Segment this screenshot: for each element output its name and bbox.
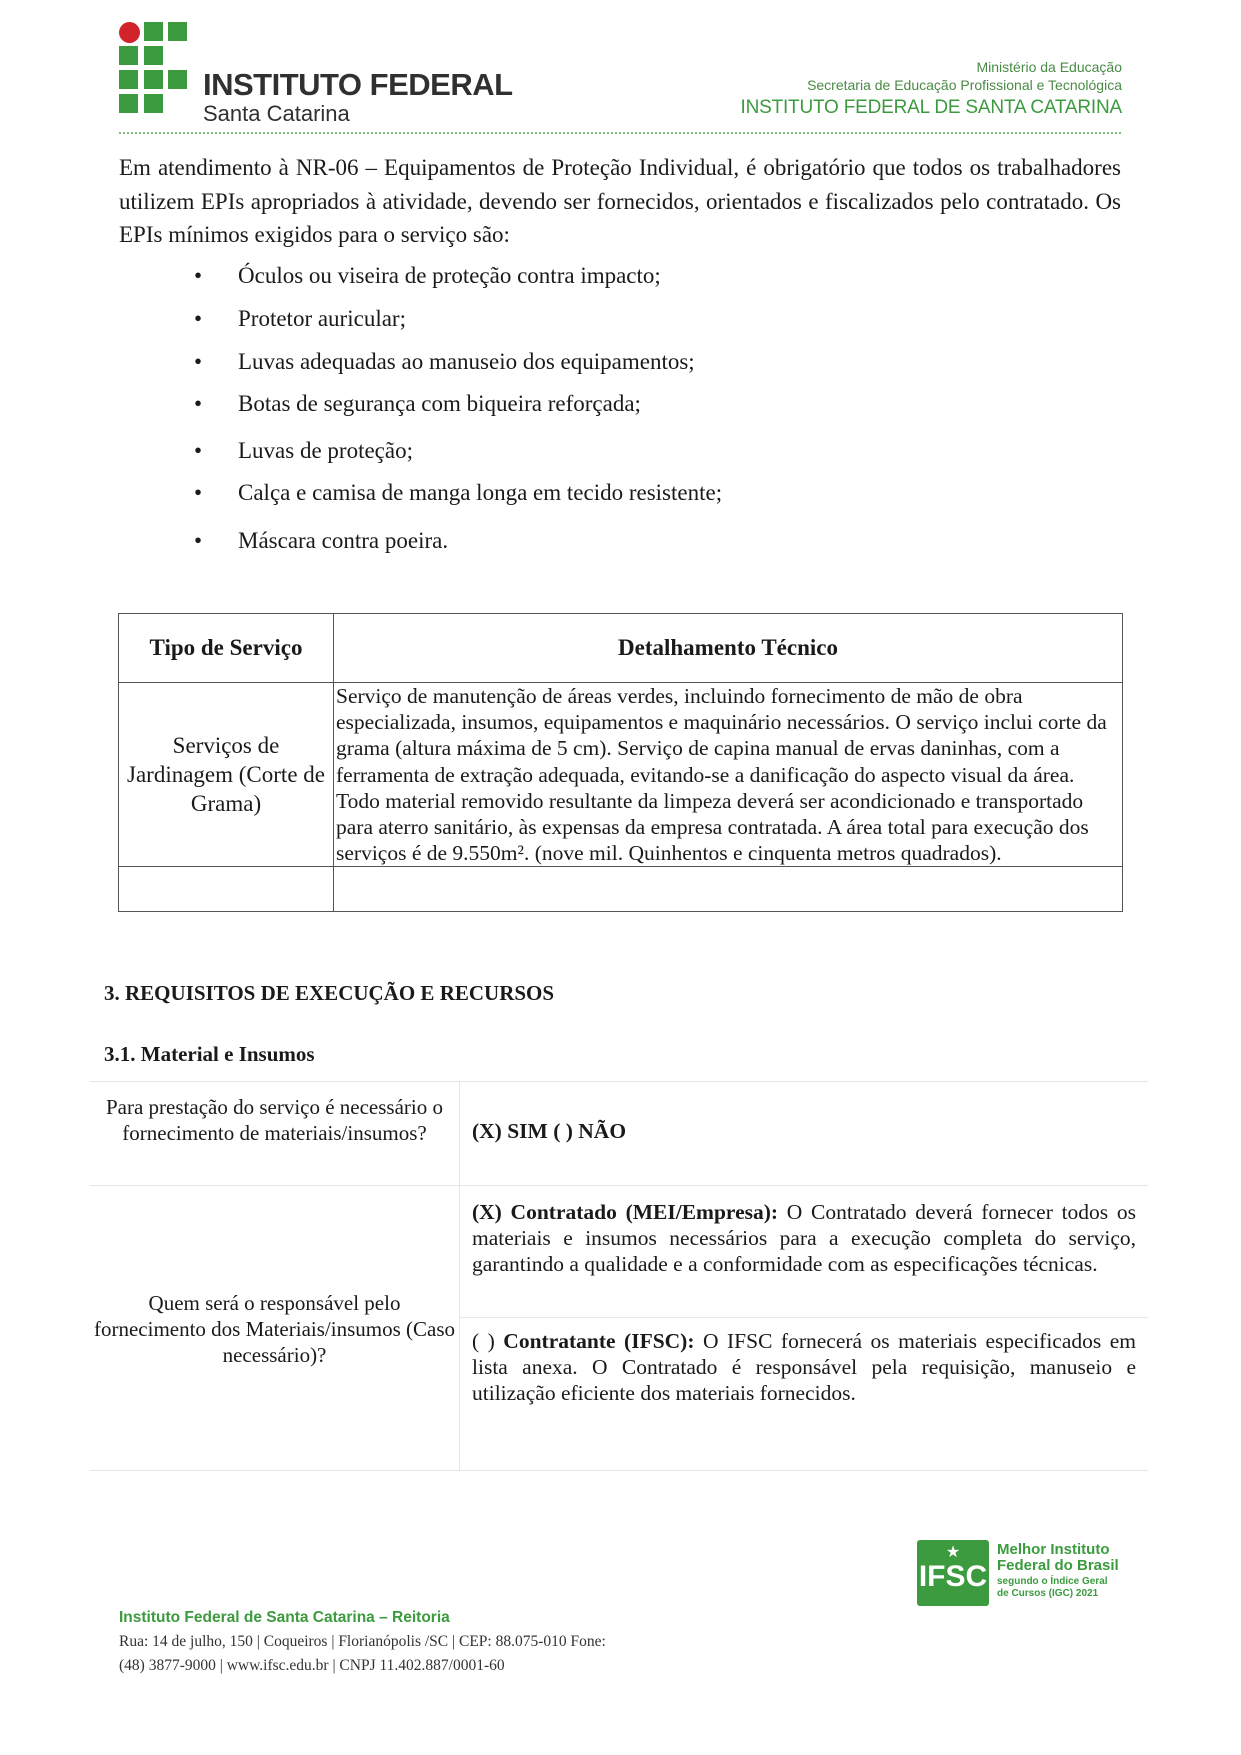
logo-title: INSTITUTO FEDERAL xyxy=(203,67,513,102)
logo-mark xyxy=(119,22,189,122)
footer-address-2: (48) 3877-9000 | www.ifsc.edu.br | CNPJ 11.402.887/0001-60 xyxy=(119,1657,505,1674)
table-border xyxy=(459,1081,460,1471)
logo-red-dot xyxy=(119,22,140,43)
badge-note: segundo o Índice Geral de Cursos (IGC) 2021 xyxy=(997,1576,1108,1599)
option-contratado xyxy=(472,1199,1136,1277)
service-type-cell: Serviços de Jardinagem (Corte de Grama) xyxy=(119,683,334,867)
materials-table xyxy=(90,1081,1148,1471)
footer-address-1: Rua: 14 de julho, 150 | Coqueiros | Florianópolis /SC | CEP: 88.075-010 Fone: xyxy=(119,1633,606,1650)
option-contratante-label: Contratante (IFSC): xyxy=(503,1329,695,1353)
service-detail-cell: Serviço de manutenção de áreas verdes, incluindo fornecimento de mão de obra especializada, insumos, equipamentos e maquinário necessários. O serviço inclui corte da grama (altura máxima de 5 cm). Serviço de capina manual de ervas daninhas, com a ferramenta de extração adequada, evitando-se a danificação do aspecto visual da área. Todo material removido resultante da limpeza deverá ser acondicionado e transportado para aterro sanitário, às expensas da empresa contratada. A área total para execução dos serviços é de 9.550m². (nove mil. Quinhentos e cinquenta metros quadrados). xyxy=(334,683,1123,867)
table-border xyxy=(90,1185,1148,1186)
option-contratante xyxy=(472,1328,1136,1406)
service-table xyxy=(118,613,1123,912)
ministry-line-2: Secretaria de Educação Profissional e Tecnológica xyxy=(807,77,1122,93)
option-contratado-text: O Contratado deverá fornecer todos os materiais e insumos necessários para a execução completa do serviço, garantindo a qualidade e a conformidade com as especificações técnicas. xyxy=(472,1200,1137,1276)
column-header-detail: Detalhamento Técnico xyxy=(334,614,1123,683)
question-supply-responsible: Quem será o responsável pelo fornecimento dos Materiais/insumos (Caso necessário)? xyxy=(93,1291,456,1367)
question-supply-needed: Para prestação do serviço é necessário o fornecimento de materiais/insumos? xyxy=(105,1095,443,1145)
badge-box xyxy=(917,1540,989,1606)
option-contratado-label: (X) Contratado (MEI/Empresa): xyxy=(472,1200,779,1224)
subsection-heading: 3.1. Material e Insumos xyxy=(104,1042,315,1066)
section-heading: 3. REQUISITOS DE EXECUÇÃO E RECURSOS xyxy=(104,981,555,1005)
column-header-type: Tipo de Serviço xyxy=(119,614,334,683)
table-border xyxy=(90,1470,1148,1471)
table-row xyxy=(119,683,1123,867)
table-row-empty xyxy=(119,867,1123,912)
badge-word: IFSC xyxy=(918,1560,988,1593)
logo-subtitle: Santa Catarina xyxy=(203,101,350,126)
intro-paragraph: Em atendimento à NR-06 – Equipamentos de Proteção Individual, é obrigatório que todos os trabalhadores utilizem EPIs apropriados à atividade, devendo ser fornecidos, orientados e fiscalizados pelo contratado. Os EPIs mínimos exigidos para o serviço são: xyxy=(119,155,1121,247)
footer-institution: Instituto Federal de Santa Catarina – Reitoria xyxy=(119,1609,450,1626)
empty-cell xyxy=(119,867,334,912)
header-divider xyxy=(119,132,1121,134)
ministry-line-3: INSTITUTO FEDERAL DE SANTA CATARINA xyxy=(740,97,1122,118)
table-header-row xyxy=(119,614,1123,683)
ministry-header xyxy=(741,58,1123,121)
badge-title: Melhor Instituto Federal do Brasil xyxy=(997,1541,1119,1574)
ifsc-award-badge xyxy=(917,1540,1119,1608)
star-icon: ★ xyxy=(945,1542,961,1561)
answer-supply-needed: (X) SIM ( ) NÃO xyxy=(472,1119,627,1143)
empty-cell xyxy=(334,867,1123,912)
ministry-line-1: Ministério da Educação xyxy=(976,59,1122,75)
option-contratante-text: O IFSC fornecerá os materiais especificados em lista anexa. O Contratado é responsável pela requisição, manuseio e utilização eficiente dos materiais fornecidos. xyxy=(472,1329,1137,1405)
table-border xyxy=(90,1081,1148,1082)
table-border xyxy=(460,1317,1148,1318)
option-contratante-checkbox: ( ) xyxy=(472,1329,504,1353)
